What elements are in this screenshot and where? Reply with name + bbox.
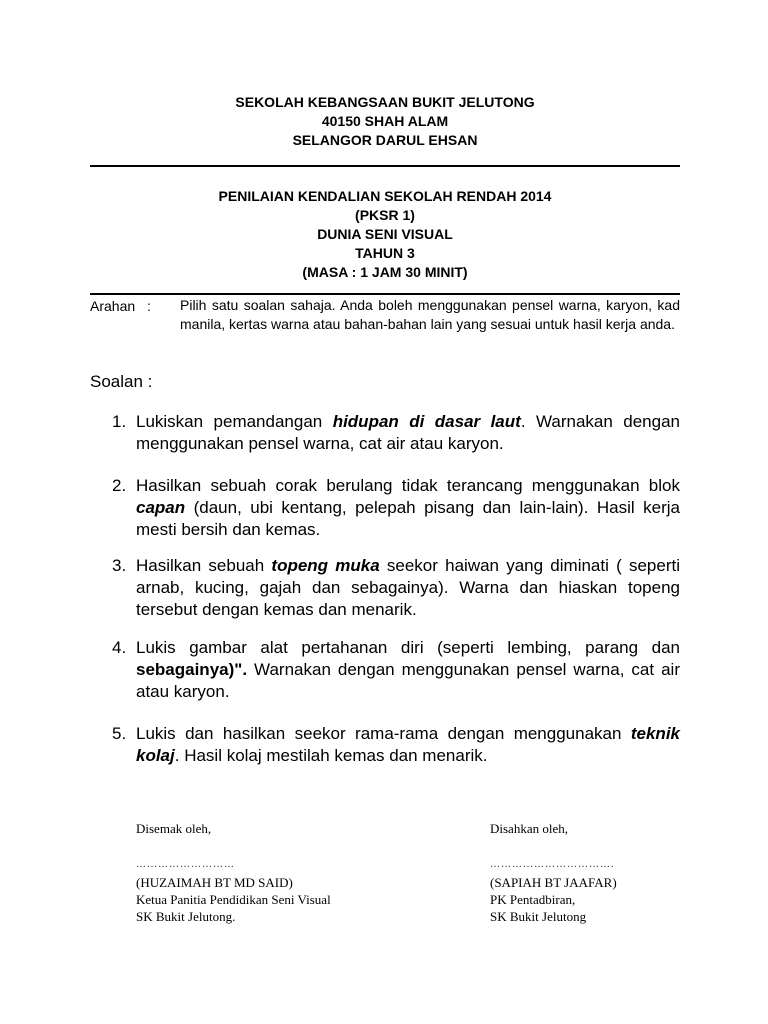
exam-duration: (MASA : 1 JAM 30 MINIT) xyxy=(302,264,468,280)
question-text xyxy=(136,411,680,455)
question-emphasis: teknik kolaj xyxy=(136,724,680,765)
question-text-part: Hasilkan sebuah corak berulang tidak terancang menggunakan blok xyxy=(136,476,680,495)
question-text xyxy=(136,555,680,621)
question-text-part: Lukis dan hasilkan seekor rama-rama dengan menggunakan xyxy=(136,724,631,743)
exam-title: PENILAIAN KENDALIAN SEKOLAH RENDAH 2014 xyxy=(218,188,552,204)
question-number: 4. xyxy=(112,638,127,657)
question-text-part: Hasilkan sebuah xyxy=(136,556,272,575)
question-text-part: (daun, ubi kentang, pelepah pisang dan lain-lain). Hasil kerja mesti bersih dan kemas. xyxy=(136,498,680,539)
approver-signature-line: ……………………………. xyxy=(490,859,615,870)
question-text xyxy=(136,723,680,767)
exam-subject: DUNIA SENI VISUAL xyxy=(317,226,453,242)
reviewer-name: (HUZAIMAH BT MD SAID) xyxy=(136,875,293,890)
question-text-part: Warnakan dengan menggunakan pensel warna, cat air atau karyon. xyxy=(136,660,680,701)
question-text-part: seekor haiwan yang diminati ( seperti arnab, kucing, gajah dan sebagainya). Warna dan hiaskan topeng tersebut dengan kemas dan menarik. xyxy=(136,556,680,619)
header-divider xyxy=(90,165,680,167)
reviewed-by-label: Disemak oleh, xyxy=(136,821,212,836)
instructions-text: Pilih satu soalan sahaja. Anda boleh menggunakan pensel warna, karyon, kad manila, kertas warna atau bahan-bahan lain yang sesuai untuk hasil kerja anda. xyxy=(180,297,680,332)
instructions-divider xyxy=(90,293,680,295)
question-emphasis: topeng muka xyxy=(271,556,380,575)
question-text xyxy=(136,637,680,703)
question-text-part: Lukiskan pemandangan xyxy=(136,412,333,431)
question-text-part: . Warnakan dengan menggunakan pensel warna, cat air atau karyon. xyxy=(136,412,680,453)
question-emphasis: hidupan di dasar laut xyxy=(332,412,521,431)
school-name: SEKOLAH KEBANGSAAN BUKIT JELUTONG xyxy=(235,94,535,110)
exam-code: (PKSR 1) xyxy=(355,207,415,223)
approver-role: PK Pentadbiran, xyxy=(490,892,576,907)
exam-header xyxy=(90,187,680,282)
question-text xyxy=(136,475,680,541)
school-postcode-city: 40150 SHAH ALAM xyxy=(321,113,449,129)
question-number: 2. xyxy=(112,476,127,495)
instructions-colon: : xyxy=(147,298,151,314)
question-text-part: Lukis gambar alat pertahanan diri (seperti lembing, parang dan xyxy=(136,638,680,657)
approver-name: (SAPIAH BT JAAFAR) xyxy=(490,875,617,890)
reviewer-signature-line: ……………………… xyxy=(136,859,235,870)
approver-org: SK Bukit Jelutong xyxy=(490,909,587,924)
school-header xyxy=(90,93,680,150)
school-state: SELANGOR DARUL EHSAN xyxy=(292,132,478,148)
question-number: 5. xyxy=(112,724,127,743)
exam-year: TAHUN 3 xyxy=(355,245,415,261)
question-number: 1. xyxy=(112,412,127,431)
reviewer-org: SK Bukit Jelutong. xyxy=(136,909,236,924)
question-text-part: . Hasil kolaj mestilah kemas dan menarik. xyxy=(174,746,488,765)
instructions-label: Arahan xyxy=(90,298,136,314)
reviewer-role: Ketua Panitia Pendidikan Seni Visual xyxy=(136,892,331,907)
approved-by-label: Disahkan oleh, xyxy=(490,821,568,836)
question-emphasis: capan xyxy=(136,498,186,517)
question-number: 3. xyxy=(112,556,127,575)
question-bold: sebagainya)". xyxy=(136,660,248,679)
questions-heading: Soalan : xyxy=(90,372,153,391)
